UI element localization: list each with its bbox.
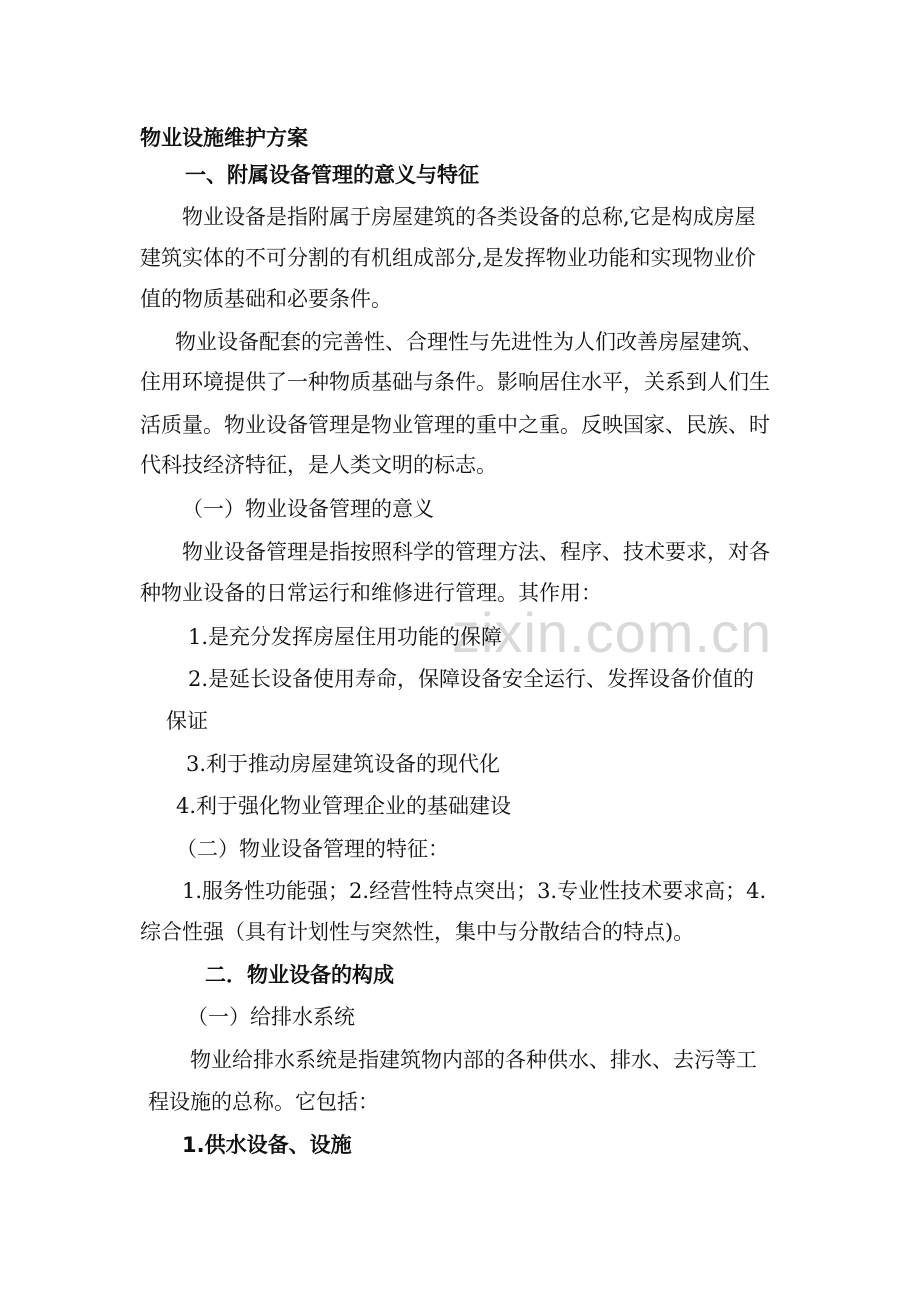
subheading-3: （一）给排水系统 bbox=[187, 1005, 355, 1029]
paragraph-5-line: 物业给排水系统是指建筑物内部的各种供水、排水、去污等工 bbox=[190, 1048, 757, 1072]
subheading-4: 1.供水设备、设施 bbox=[182, 1133, 352, 1157]
section-heading-2: 二．物业设备的构成 bbox=[205, 963, 394, 987]
paragraph-2-line: 代科技经济特征，是人类文明的标志。 bbox=[140, 453, 497, 477]
paragraph-4-line: 1.服务性功能强；2.经营性特点突出；3.专业性技术要求高；4. bbox=[182, 879, 767, 903]
list-item: 3.利于推动房屋建筑设备的现代化 bbox=[186, 752, 501, 776]
paragraph-2-line: 活质量。物业设备管理是物业管理的重中之重。反映国家、民族、时 bbox=[140, 413, 770, 437]
paragraph-1-line: 建筑实体的不可分割的有机组成部分,是发挥物业功能和实现物业价 bbox=[140, 246, 756, 270]
list-item-continuation: 保证 bbox=[166, 709, 208, 733]
list-item: 1.是充分发挥房屋住用功能的保障 bbox=[188, 625, 503, 649]
paragraph-1-line: 物业设备是指附属于房屋建筑的各类设备的总称,它是构成房屋 bbox=[182, 205, 756, 229]
paragraph-5-line: 程设施的总称。它包括： bbox=[148, 1090, 379, 1114]
watermark: zixin.com.cn bbox=[452, 601, 773, 664]
paragraph-2-line: 住用环境提供了一种物质基础与条件。影响居住水平，关系到人们生 bbox=[140, 370, 770, 394]
paragraph-1-line: 值的物质基础和必要条件。 bbox=[140, 287, 392, 311]
paragraph-2-line: 物业设备配套的完善性、合理性与先进性为人们改善房屋建筑、 bbox=[175, 330, 763, 354]
doc-title: 物业设施维护方案 bbox=[140, 126, 308, 150]
section-heading-1: 一、附属设备管理的意义与特征 bbox=[185, 163, 479, 187]
list-item: 4.利于强化物业管理企业的基础建设 bbox=[176, 794, 512, 818]
subheading-1: （一）物业设备管理的意义 bbox=[182, 497, 434, 521]
paragraph-3-line: 种物业设备的日常运行和维修进行管理。其作用： bbox=[140, 581, 602, 605]
paragraph-4-line: 综合性强（具有计划性与突然性，集中与分散结合的特点)。 bbox=[140, 920, 695, 944]
paragraph-3-line: 物业设备管理是指按照科学的管理方法、程序、技术要求，对各 bbox=[182, 540, 770, 564]
list-item: 2.是延长设备使用寿命，保障设备安全运行、发挥设备价值的 bbox=[188, 667, 755, 691]
subheading-2: （二）物业设备管理的特征： bbox=[176, 837, 449, 861]
